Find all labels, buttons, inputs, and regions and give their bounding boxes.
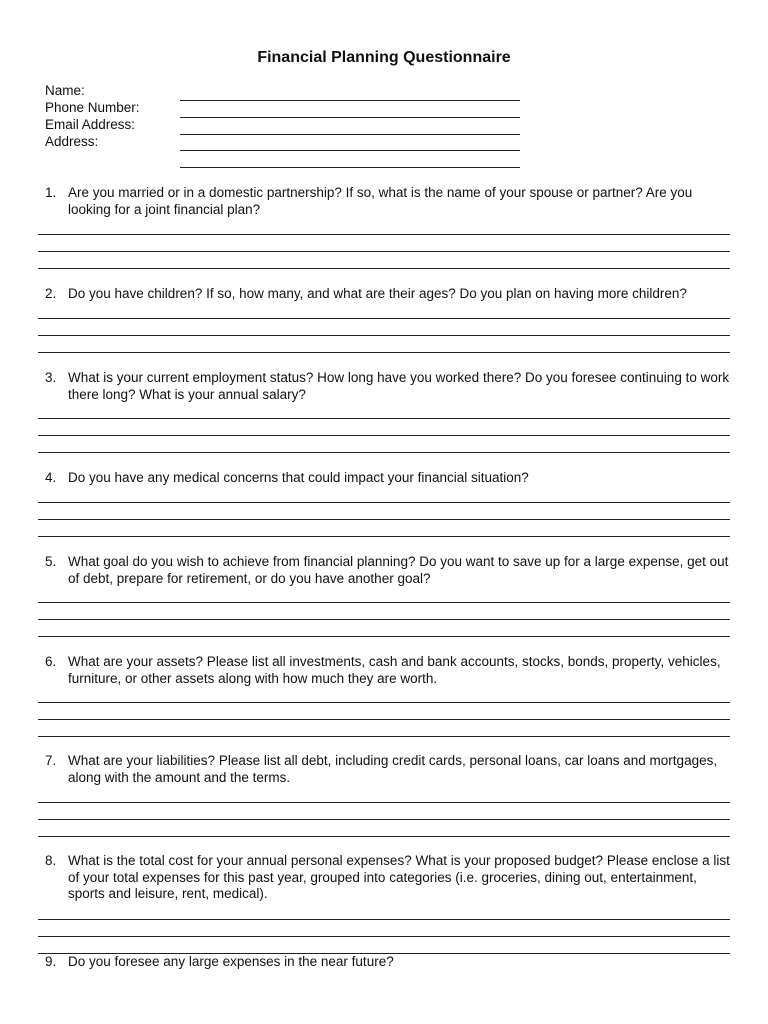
- name-line[interactable]: [180, 100, 520, 101]
- email-address-label: Email Address:: [45, 117, 136, 132]
- question-4: [45, 470, 735, 487]
- question-text: What are your liabilities? Please list all debt, including credit cards, personal loans, car loans and mortgages, along with the amount and the terms.: [68, 753, 718, 785]
- question-number: 7.: [45, 753, 57, 768]
- question-8: [45, 853, 735, 903]
- answer-line-1-1[interactable]: [38, 234, 730, 235]
- answer-line-7-3[interactable]: [38, 836, 730, 837]
- answer-line-7-2[interactable]: [38, 819, 730, 820]
- question-text: Do you have children? If so, how many, and what are their ages? Do you plan on having more children?: [68, 286, 687, 301]
- question-text: Do you foresee any large expenses in the near future?: [68, 954, 394, 969]
- question-number: 5.: [45, 554, 57, 569]
- question-number: 4.: [45, 470, 57, 485]
- answer-line-5-2[interactable]: [38, 619, 730, 620]
- phone-number-line[interactable]: [180, 117, 520, 118]
- answer-line-2-1[interactable]: [38, 318, 730, 319]
- address-line-2[interactable]: [180, 167, 520, 168]
- answer-line-7-1[interactable]: [38, 802, 730, 803]
- answer-line-8-2[interactable]: [38, 936, 730, 937]
- answer-line-4-3[interactable]: [38, 536, 730, 537]
- answer-line-5-3[interactable]: [38, 636, 730, 637]
- question-text: What is the total cost for your annual personal expenses? What is your proposed budget? Please enclose a list of your total expenses for this past year, grouped into categories (i.e. groceries, dining out, entertainment, sports and leisure, rent, medical).: [68, 853, 730, 901]
- question-text: Do you have any medical concerns that could impact your financial situation?: [68, 470, 529, 485]
- question-2: [45, 286, 735, 303]
- question-1: [45, 185, 735, 218]
- question-9: [45, 954, 735, 971]
- question-text: What are your assets? Please list all investments, cash and bank accounts, stocks, bonds, property, vehicles, furniture, or other assets along with how much they are worth.: [68, 654, 721, 686]
- question-7: [45, 753, 735, 786]
- answer-line-3-1[interactable]: [38, 418, 730, 419]
- question-number: 9.: [45, 954, 57, 969]
- question-text: What goal do you wish to achieve from financial planning? Do you want to save up for a large expense, get out of debt, prepare for retirement, or do you have another goal?: [68, 554, 729, 586]
- answer-line-6-2[interactable]: [38, 719, 730, 720]
- answer-line-5-1[interactable]: [38, 602, 730, 603]
- answer-line-4-1[interactable]: [38, 502, 730, 503]
- question-5: [45, 554, 735, 587]
- phone-number-label: Phone Number:: [45, 100, 140, 115]
- answer-line-1-3[interactable]: [38, 268, 730, 269]
- answer-line-3-2[interactable]: [38, 435, 730, 436]
- address-line-1[interactable]: [180, 150, 520, 151]
- question-text: Are you married or in a domestic partnership? If so, what is the name of your spouse or partner? Are you looking for a joint financial plan?: [68, 185, 693, 217]
- answer-line-6-3[interactable]: [38, 736, 730, 737]
- answer-line-4-2[interactable]: [38, 519, 730, 520]
- question-number: 3.: [45, 370, 57, 385]
- answer-line-1-2[interactable]: [38, 251, 730, 252]
- name-label: Name:: [45, 83, 85, 98]
- answer-line-3-3[interactable]: [38, 452, 730, 453]
- question-text: What is your current employment status? How long have you worked there? Do you foresee continuing to work there long? What is your annual salary?: [68, 370, 730, 402]
- question-number: 6.: [45, 654, 57, 669]
- answer-line-2-2[interactable]: [38, 335, 730, 336]
- address-label: Address:: [45, 134, 99, 149]
- answer-line-6-1[interactable]: [38, 702, 730, 703]
- answer-line-8-1[interactable]: [38, 919, 730, 920]
- question-3: [45, 370, 735, 403]
- question-6: [45, 654, 735, 687]
- question-number: 1.: [45, 185, 57, 200]
- answer-line-2-3[interactable]: [38, 352, 730, 353]
- question-number: 8.: [45, 853, 57, 868]
- question-number: 2.: [45, 286, 57, 301]
- email-address-line[interactable]: [180, 134, 520, 135]
- page-title: Financial Planning Questionnaire: [257, 49, 511, 66]
